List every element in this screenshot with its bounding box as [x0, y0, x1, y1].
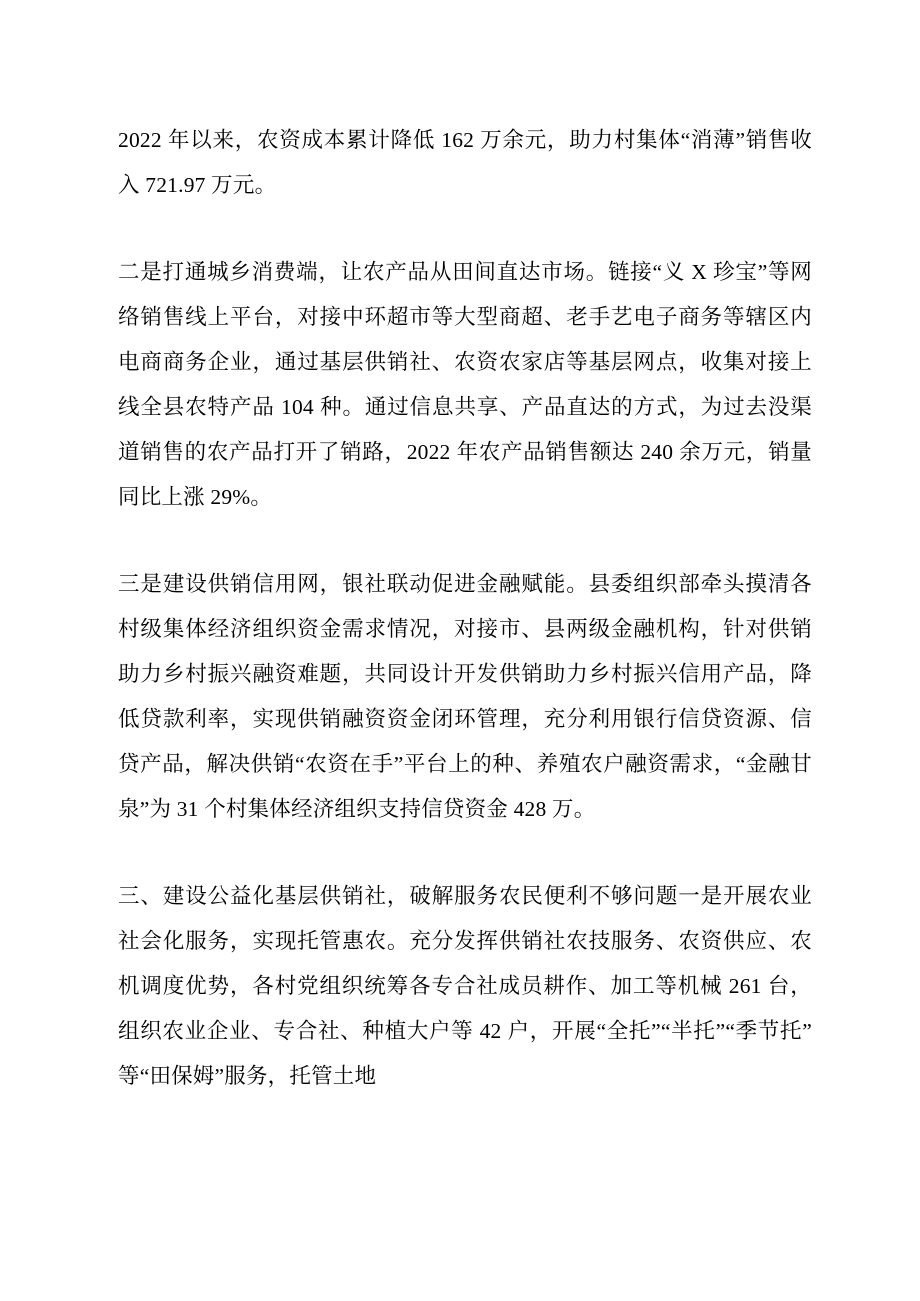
paragraph-4: 三、建设公益化基层供销社，破解服务农民便利不够问题一是开展农业社会化服务，实现托管惠农。充分发挥供销社农技服务、农资供应、农机调度优势，各村党组织统筹各专合社成员耕作、加工等机械 261 台，组织农业企业、专合社、种植大户等 42 户，开展“全托”“半托”“季节托”等“田保姆”服务，托管土地: [118, 884, 812, 1088]
paragraph-3: 三是建设供销信用网，银社联动促进金融赋能。县委组织部牵头摸清各村级集体经济组织资金需求情况，对接市、县两级金融机构，针对供销助力乡村振兴融资难题，共同设计开发供销助力乡村振兴信用产品，降低贷款利率，实现供销融资资金闭环管理，充分利用银行信贷资源、信贷产品，解决供销“农资在手”平台上的种、养殖农户融资需求，“金融甘泉”为 31 个村集体经济组织支持信贷资金 428 万。: [118, 572, 812, 821]
paragraph-1: 2022 年以来，农资成本累计降低 162 万余元，助力村集体“消薄”销售收入 721.97 万元。: [118, 128, 812, 197]
document-body: [118, 118, 812, 1099]
paragraph-2: 二是打通城乡消费端，让农产品从田间直达市场。链接“义 X 珍宝”等网络销售线上平台，对接中环超市等大型商超、老手艺电子商务等辖区内电商商务企业，通过基层供销社、农资农家店等基层网点，收集对接上线全县农特产品 104 种。通过信息共享、产品直达的方式，为过去没渠道销售的农产品打开了销路，2022 年农产品销售额达 240 余万元，销量同比上涨 29%。: [118, 260, 812, 509]
